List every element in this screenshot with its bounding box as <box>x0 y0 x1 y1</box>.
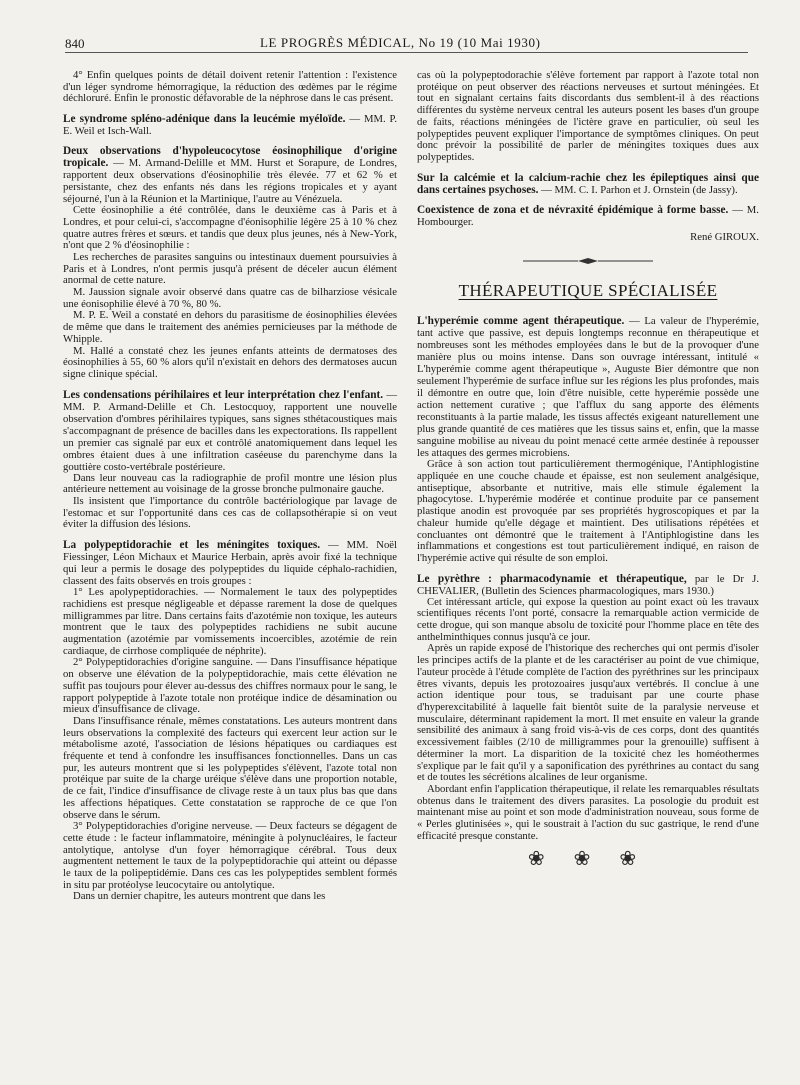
right-column-top <box>417 70 759 228</box>
paragraph: Cette éosinophilie a été contrôlée, dans le deuxième cas à Paris et à Londres, et pour celui-ci, s'accompagne d'éonisophilie légère 25 à 10 % chez quatre autres frères et sœurs. et tandis que deux plus jeunes, nés à New-York, n'ont que 2 % d'éosinophilie : <box>63 204 397 252</box>
article-heading <box>417 315 759 459</box>
paragraph: Abordant enfin l'application thérapeutique, il relate les remarquables résultats obtenus dans le traitement des divers parasites. La posologie du produit est maintenant mise au point et son mode d'administration nouveau, sous forme de « Perles glutinisées », qui le soustrait à l'action du suc gastrique, le rend d'une efficacité presque constante. <box>417 782 759 842</box>
paragraph: 2° Polypeptidorachies d'origine sanguine. — Dans l'insuffisance hépatique on observe une élévation de la polypeptidorachie, mais cette élévation ne suffit pas toujours pour élever au-dessus des chiffres normaux pour le sang, le rapport polypeptide à l'azote totale non protéique indice de désamination ou mieux d'insuffisance de clivage. <box>63 656 397 716</box>
paragraph: cas où la polypeptodorachie s'élève fortement par rapport à l'azote total non protéique on peut observer des réactions nerveuses et surtout méningées. Et tout en signalant certains faits discordants dus semblent-il à des réactions différentes du système nerveux central les auteurs posent les bases d'un groupe de faits, réactions méningées de l'ictère grave en particulier, où seul les polypeptides peuvent expliquer l'importance de symptômes cliniques. On peut donc prévoir la possibilité de parler de méningites toxiques dues aux polypeptides. <box>417 69 759 163</box>
heading-text: Sur la calcémie et la calcium-rachie chez les épileptiques ainsi que dans certaines psychoses. <box>417 171 759 196</box>
heading-body: — MM. C. I. Parhon et J. Ornstein (de Jassy). <box>538 183 738 196</box>
heading-text: Le pyrèthre : pharmacodynamie et thérapeutique, <box>417 572 687 585</box>
page-number: 840 <box>65 36 85 51</box>
right-column <box>417 69 759 871</box>
paragraph: Grâce à son action tout particulièrement thermogénique, l'Antiphlogistine appliquée en une couche chaude et épaisse, est non seulement analgésique, antiseptique, absorbante et nutritive, mais elle stimule également la phagocytose. L'hyperémie modérée et continue produite par ce pansement plastique anodin est provoquée par ses propriétés hygroscopiques et par la chaleur humide qu'elle dégage et maintient. Des utilisations répétées et concluantes ont démontré que le traitement à l'Antiphlogistine dans les inflammations et congestions est tout particulièrement indiqué, en raison de l'hyperémie active qui résulte de son emploi. <box>417 458 759 564</box>
paragraph: M. Hallé a constaté chez les jeunes enfants atteints de dermatoses des éosinophilies à 55, 60 % alors qu'il n'existait en dehors des dermatoses aucun signe clinique spécial. <box>63 344 397 380</box>
heading-body: — MM. Noël Fiessinger, Léon Michaux et Maurice Herbain, après avoir fixé la technique qui leur a permis le dosage des polypeptides du liquide céphalo-rachidien, classent des faits observés en trois groupes : <box>63 539 397 588</box>
paragraph: 4° Enfin quelques points de détail doivent retenir l'attention : l'existence d'un léger syndrome hémorragique, la réduction des œdèmes par le régime déchloruré. Enfin le pronostic défavorable de la néphrose dans le cas présent. <box>63 69 397 105</box>
article-heading <box>417 172 759 196</box>
heading-text: La polypeptidorachie et les méningites toxiques. <box>63 539 321 552</box>
closing-ornament: ❀ ❀ ❀ <box>527 848 649 871</box>
heading-body: — M. Hombourger. <box>417 203 759 228</box>
article-heading <box>63 389 397 473</box>
heading-text: Coexistence de zona et de névraxité épidémique à forme basse. <box>417 203 729 216</box>
right-column-bottom <box>417 315 759 842</box>
article-heading <box>63 145 397 205</box>
journal-title: LE PROGRÈS MÉDICAL, No 19 (10 Mai 1930) <box>260 35 541 50</box>
paragraph: Cet intéressant article, qui expose la question au point exact où les travaux scientifiques récents l'ont porté, consacre la remarquable action vermicide de cette drogue, qui son manque absolu de toxicité pour l'homme place en tête des anthelminthiques connus jusqu'à ce jour. <box>417 595 759 643</box>
heading-body: — MM. P. Armand-Delille et Ch. Lestocquoy, rapportent une nouvelle observation d'ombres périhilaires typiques, sans signes sthétacoustiques mais s'accompagnant de présence de bacilles dans les expectorations. Ils rappellent un premier cas signalé par eux et contrôlé anatomiquement dans lequel les ombres étaient dues à une infiltration caséeuse du parenchyme dans la gouttière costo-vertébrale postérieure. <box>63 388 398 473</box>
paragraph: M. Jaussion signale avoir observé dans quatre cas de bilharziose vésicale une éonisophilie élevé à 70 %, 80 %. <box>63 286 397 310</box>
paragraph: Après un rapide exposé de l'historique des recherches qui ont permis d'isoler les principes actifs de la plante et de les caractériser au point de vue chimique, l'auteur procède à l'étude complète de l'action des pyréthrines sur les principaux êtres vivants, depuis les protozoaires jusqu'aux vertébrés. Il conclue à une action identique pour tous, se traduisant par une courte phase d'hyperexcitabilité à laquelle fait bientôt suite de la paralysie nerveuse et musculaire, déterminant rapidement la mort. Il met ensuite en valeur la grande sensibilité des animaux à sang froid vis-à-vis de ces corps, dont des quantités excessivement faibles (2/10 de milligrammes pour la grenouille) suffisent à déterminer la mort. La disparition de la toxicité chez les homéothermes s'explique par le fait qu'il y a saponification des pyréthrines au contact du sang et de toutes les sécrétions alcalines de leur organisme. <box>417 642 759 784</box>
heading-body: par le Dr J. CHEVALIER, (Bulletin des Sciences pharmacologiques, mars 1930.) <box>417 572 759 597</box>
author-signature: René GIROUX. <box>690 230 759 243</box>
left-column <box>63 70 397 903</box>
paragraph: M. P. E. Weil a constaté en dehors du parasitisme de éosinophilies élevées de même que dans le traitement des anémies pernicieuses par la méthode de Whipple. <box>63 309 397 345</box>
article-heading <box>63 113 397 137</box>
heading-text: Le syndrome spléno-adénique dans la leucémie myéloïde. <box>63 113 346 126</box>
article-heading <box>63 539 397 587</box>
heading-text: Les condensations périhilaires et leur interprétation chez l'enfant. <box>63 388 384 401</box>
paragraph: Dans un dernier chapitre, les auteurs montrent que dans les <box>73 890 326 903</box>
running-header <box>65 34 748 53</box>
heading-body: — MM. P. E. Weil et Isch-Wall. <box>63 113 397 138</box>
heading-text: Deux observations d'hypoleucocytose éosinophilique d'origine tropicale. <box>63 145 397 170</box>
paragraph: 1° Les apolypeptidorachies. — Normalement le taux des polypeptides rachidiens est presque négligeable et dépasse rarement la dose de quelques milligrammes par litre. Dans certains faits d'azotémie non toxique, les auteurs montrent que le taux des polypeptides rachidiens ne subit aucune augmentation (azotémie par vomissements incoercibles, azotémie de rein cardiaque, de cirrhose compliquée de néphrite). <box>63 586 397 657</box>
paragraph: Ils insistent que l'importance du contrôle bactériologique par lavage de l'estomac et sur l'opportunité dans ces cas de collapsothérapie si on veut éviter la diffusion des lésions. <box>63 495 397 531</box>
heading-body: — M. Armand-Delille et MM. Hurst et Sorapure, de Londres, rapportent deux observations d'éosinophilie très élevée. 77 et 62 % et persistante, chez des enfants nés dans les régions tropicales et y ayant séjourné, l'un à la Réunion et la Martinique, l'autre au Vénézuela. <box>63 157 397 206</box>
paragraph: Dans l'insuffisance rénale, mêmes constatations. Les auteurs montrent dans leurs observations la complexité des facteurs qui exercent leur action sur le métabolisme azoté, l'association de lésions hépatiques ou cardiaques est fréquente et tend à confondre les insuffisances fonctionnelles. Dans un cas pur, les auteurs montrent que si les polypeptides s'élèvent, l'azote total non protéique par suite de la charge uréique s'élève dans une proportion notable, de ce fait, l'indice d'insuffisance de clivage reste à un taux plus bas que dans les affections hépatiques. Cette constatation se rapproche de ce que l'on observe dans le sérum. <box>63 714 397 821</box>
paragraph: Dans leur nouveau cas la radiographie de profil montre une lésion plus antérieure nettement au voisinage de la grosse bronche pulmonaire gauche. <box>63 471 397 496</box>
article-heading <box>417 204 759 228</box>
heading-body: — La valeur de l'hyperémie, tant active que passive, est depuis longtemps reconnue en thérapeutique et nombreuses sont les méthodes employées dans le but de la provoquer d'une manière plus ou moins intense. Dans son ouvrage intéressant, intitulé « L'hyperémie comme agent thérapeutique », Auguste Bier démontre que non seulement l'hyperémie de surface influe sur les régions les plus profondes, mais il démontre en outre que, loin d'être nuisible, cette hyperémie possède une action nettement curative ; que l'afflux du sang apporte des éléments reconstituants à la partie malade, les tissus affectés exigeant naturellement une plus grande quantité de ces matières que les tissus sains et, enfin, que la masse sanguine mobilise au niveau du point menacé cette armée destinée à repousser les attaques des germes microbiens. <box>417 315 759 460</box>
paragraph: 3° Polypeptidorachies d'origine nerveuse. — Deux facteurs se dégagent de cette étude : le facteur inflammatoire, méningite à polynucléaires, le facteur antolytique, antolyse d'un foyer hémorragique cérébral. Tous deux augmentent nettement le taux de la polypeptidorachie qui atteint ou dépasse le taux de la polipeptidémie. Dans ces cas les polypeptides semblent formés in situ par protéolyse leucocytaire ou antolytique. <box>63 820 397 891</box>
section-title: THÉRAPEUTIQUE SPÉCIALISÉE <box>458 281 718 301</box>
ornamental-divider <box>523 257 653 265</box>
article-heading <box>417 573 759 597</box>
heading-text: L'hyperémie comme agent thérapeutique. <box>417 315 625 328</box>
paragraph: Les recherches de parasites sanguins ou intestinaux duement poursuivies à Paris et à Londres, n'ont permis jusqu'à présent de déceler aucun élément anormal de cette nature. <box>63 250 397 287</box>
